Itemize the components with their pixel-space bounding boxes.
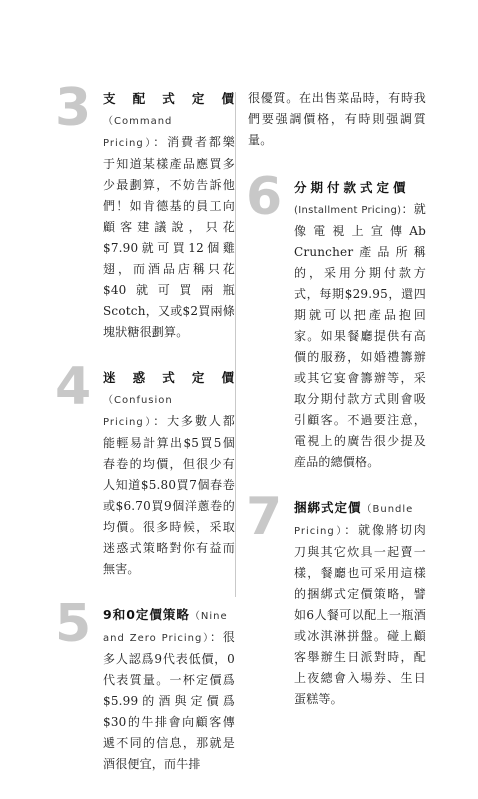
section-heading xyxy=(55,78,235,343)
section-english-title: （Command xyxy=(103,116,173,127)
section-heading xyxy=(246,167,426,473)
column-divider xyxy=(235,92,236,597)
section-body: ：很多人認爲9代表低價，0代表質量。一杯定價爲$5.99的酒與定價爲$30的牛排會向顧客傳遞不同的信息，那就是酒很便宜，而牛排 xyxy=(103,630,236,771)
section-heading xyxy=(55,357,235,580)
section-english-title-cont: Pricing） xyxy=(294,526,345,537)
section-title: 捆綁式定價 xyxy=(294,500,362,515)
section-title: 分期付款式定價 xyxy=(294,180,410,195)
section-english-title: （Nine xyxy=(189,611,228,622)
section-number: 5 xyxy=(55,594,92,654)
right-column xyxy=(248,88,426,734)
section-number: 7 xyxy=(246,487,283,547)
section-english-title-cont: and Zero Pricing） xyxy=(103,633,210,644)
section-title: 支配式定價 xyxy=(103,91,235,106)
section-number: 3 xyxy=(55,78,92,138)
section-english-title-cont: Pricing） xyxy=(103,417,154,428)
section-body: ：就像電視上宣傳Ab Cruncher產品所稱的，采用分期付款方式，每期$29.95，還四期就可以把產品抱回家。如果餐廳提供有高價的服務，如婚禮籌辦或其它宴會籌辦等，采取分期付款方式則會吸引顧客。不過要注意，電視上的廣告很少提及産品的總價格。 xyxy=(294,202,426,469)
left-column xyxy=(55,78,236,799)
section-title: 迷惑式定價 xyxy=(103,370,235,385)
section-confusion-pricing xyxy=(55,357,235,580)
section-command-pricing xyxy=(55,78,235,343)
section-english-title: （Bundle xyxy=(361,504,414,515)
section-installment-pricing xyxy=(246,167,426,473)
section-number: 6 xyxy=(246,167,283,227)
section-english-title: (Installment Pricing) xyxy=(294,205,402,216)
section-heading xyxy=(246,487,426,710)
section-number: 4 xyxy=(55,357,92,417)
section-body: ：就像將切肉刀與其它炊具一起賣一樣，餐廳也可采用這樣的捆綁式定價策略，譬如6人餐可以配上一瓶酒或冰淇淋拼盤。碰上顧客舉辦生日派對時，配上夜總會入場券、生日蛋糕等。 xyxy=(294,523,426,706)
section-bundle-pricing xyxy=(246,487,426,710)
section-english-title: （Confusion xyxy=(103,395,173,406)
section-title: 9和0定價策略 xyxy=(103,607,190,622)
section-nine-zero-pricing xyxy=(55,594,236,775)
section-nine-zero-continued: 很優質。在出售菜品時，有時我們要强調價格，有時則强調質量。 xyxy=(248,91,426,147)
section-english-title-cont: Pricing） xyxy=(103,138,154,149)
section-heading xyxy=(55,594,236,775)
section-body-start: ：消費者都樂于知道某樣產品應買多少最劃算，不妨告訴他們！如肯德基的員工向顧客建議說，只花$7.90就可買12個雞翅，而酒品店稱只花$40就可買兩瓶Scotch，又或$2買兩條塊狀糖很劃算。 xyxy=(103,135,235,339)
section-body: ：大多數人都能輕易計算出$5買5個春卷的均價，但很少有人知道$5.80買7個春卷或$6.70買9個洋蔥卷的均價。很多時候，采取迷惑式策略對你有益而無害。 xyxy=(103,414,235,576)
